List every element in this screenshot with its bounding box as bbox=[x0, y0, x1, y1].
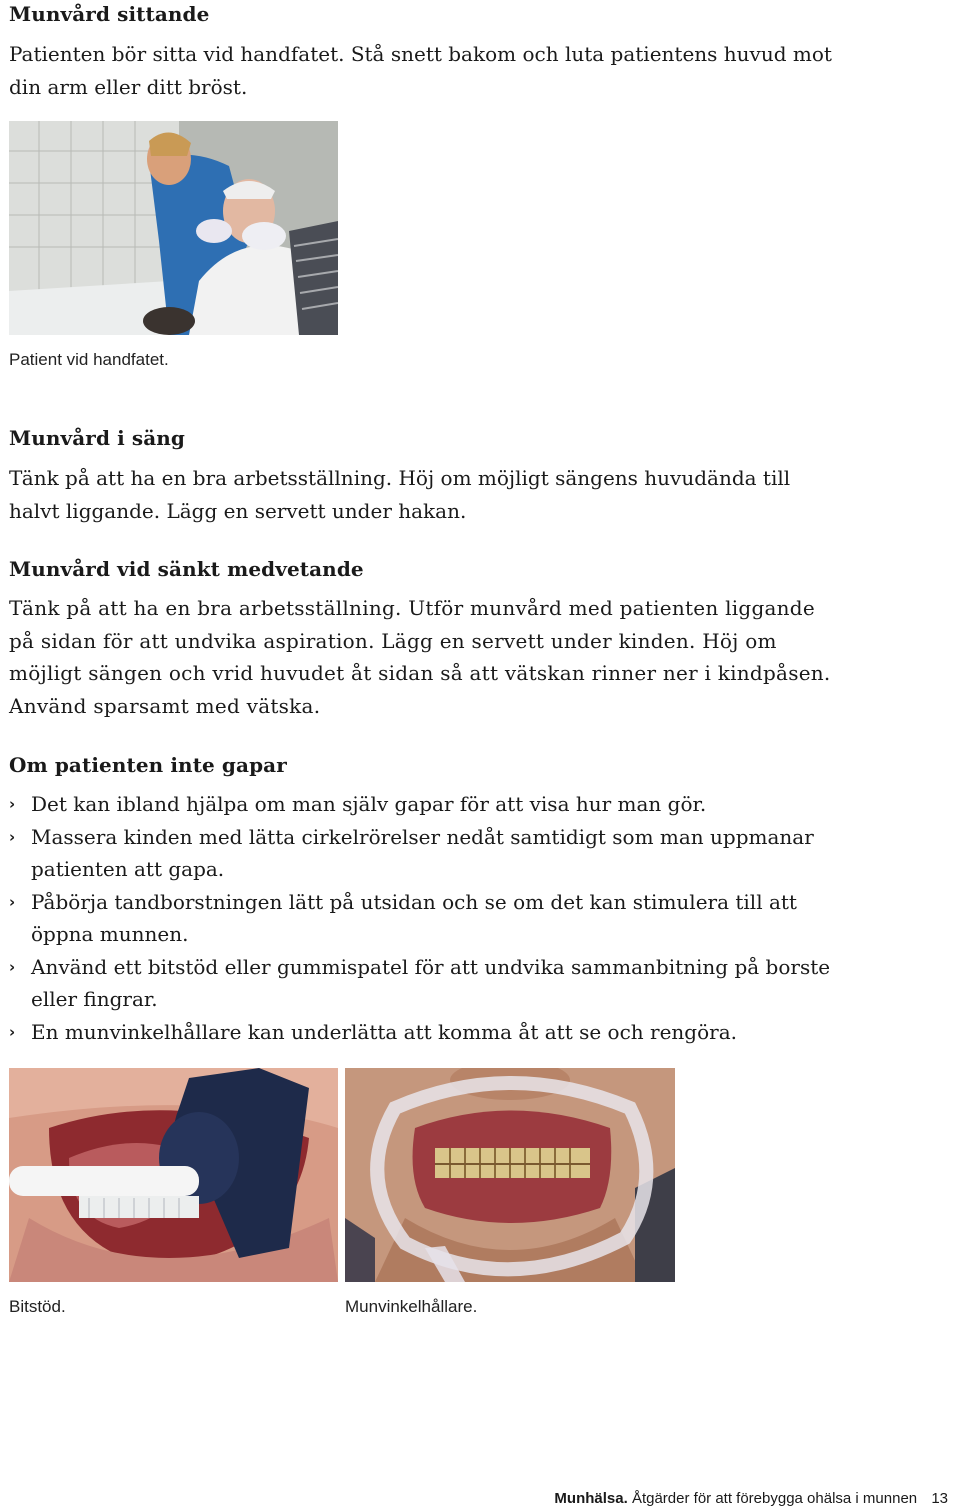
bullet-marker-icon: › bbox=[9, 957, 16, 976]
bullet-marker-icon: › bbox=[9, 795, 16, 813]
paragraph-bed: Tänk på att ha en bra arbetsställning. Höj om möjligt sängens huvudända till halvt liggande. Lägg en servett under hakan. bbox=[9, 466, 791, 523]
paragraph-reduced-consciousness: Tänk på att ha en bra arbetsställning. Utför munvård med patienten liggande på sidan för att undvika aspiration. Lägg en servett under kinden. Höj om möjligt sängen och vrid huvudet åt sidan så att vätskan rinner ner i kindpåsen. Använd sparsamt med vätska. bbox=[9, 596, 831, 718]
photo-bite-support bbox=[9, 1068, 338, 1282]
photo-cheek-retractor bbox=[345, 1068, 675, 1282]
list-item: › Massera kinden med lätta cirkelrörelser nedåt samtidigt som man uppmanar patienten att gapa. bbox=[9, 821, 849, 886]
bullet-marker-icon: › bbox=[9, 892, 16, 911]
caption-patient-at-sink: Patient vid handfatet. bbox=[9, 350, 169, 369]
page-footer bbox=[554, 1490, 948, 1507]
heading-bed: Munvård i säng bbox=[9, 426, 185, 450]
footer-title-bold: Munhälsa. bbox=[554, 1490, 628, 1507]
list-item: › En munvinkelhållare kan underlätta att komma åt att se och rengöra. bbox=[9, 1016, 849, 1049]
caption-cheek-retractor: Munvinkelhållare. bbox=[345, 1297, 478, 1316]
paragraph-sitting: Patienten bör sitta vid handfatet. Stå snett bakom och luta patientens huvud mot din arm eller ditt bröst. bbox=[9, 42, 832, 99]
heading-sitting: Munvård sittande bbox=[9, 2, 210, 26]
bullet-marker-icon: › bbox=[9, 1022, 16, 1041]
bullet-list bbox=[9, 788, 849, 1048]
caption-bite-support: Bitstöd. bbox=[9, 1297, 66, 1316]
list-item: › Påbörja tandborstningen lätt på utsidan och se om det kan stimulera till att öppna munnen. bbox=[9, 886, 849, 951]
page-number: 13 bbox=[931, 1490, 948, 1507]
list-item: › Använd ett bitstöd eller gummispatel för att undvika sammanbitning på borste eller fingrar. bbox=[9, 951, 849, 1016]
footer-title: Åtgärder för att förebygga ohälsa i munnen bbox=[631, 1490, 918, 1507]
bullet-marker-icon: › bbox=[9, 827, 16, 846]
heading-not-opening: Om patienten inte gapar bbox=[9, 753, 287, 777]
heading-reduced-consciousness: Munvård vid sänkt medvetande bbox=[9, 557, 364, 581]
photo-patient-at-sink bbox=[9, 121, 338, 335]
list-item: › Det kan ibland hjälpa om man själv gapar för att visa hur man gör. bbox=[9, 788, 849, 821]
